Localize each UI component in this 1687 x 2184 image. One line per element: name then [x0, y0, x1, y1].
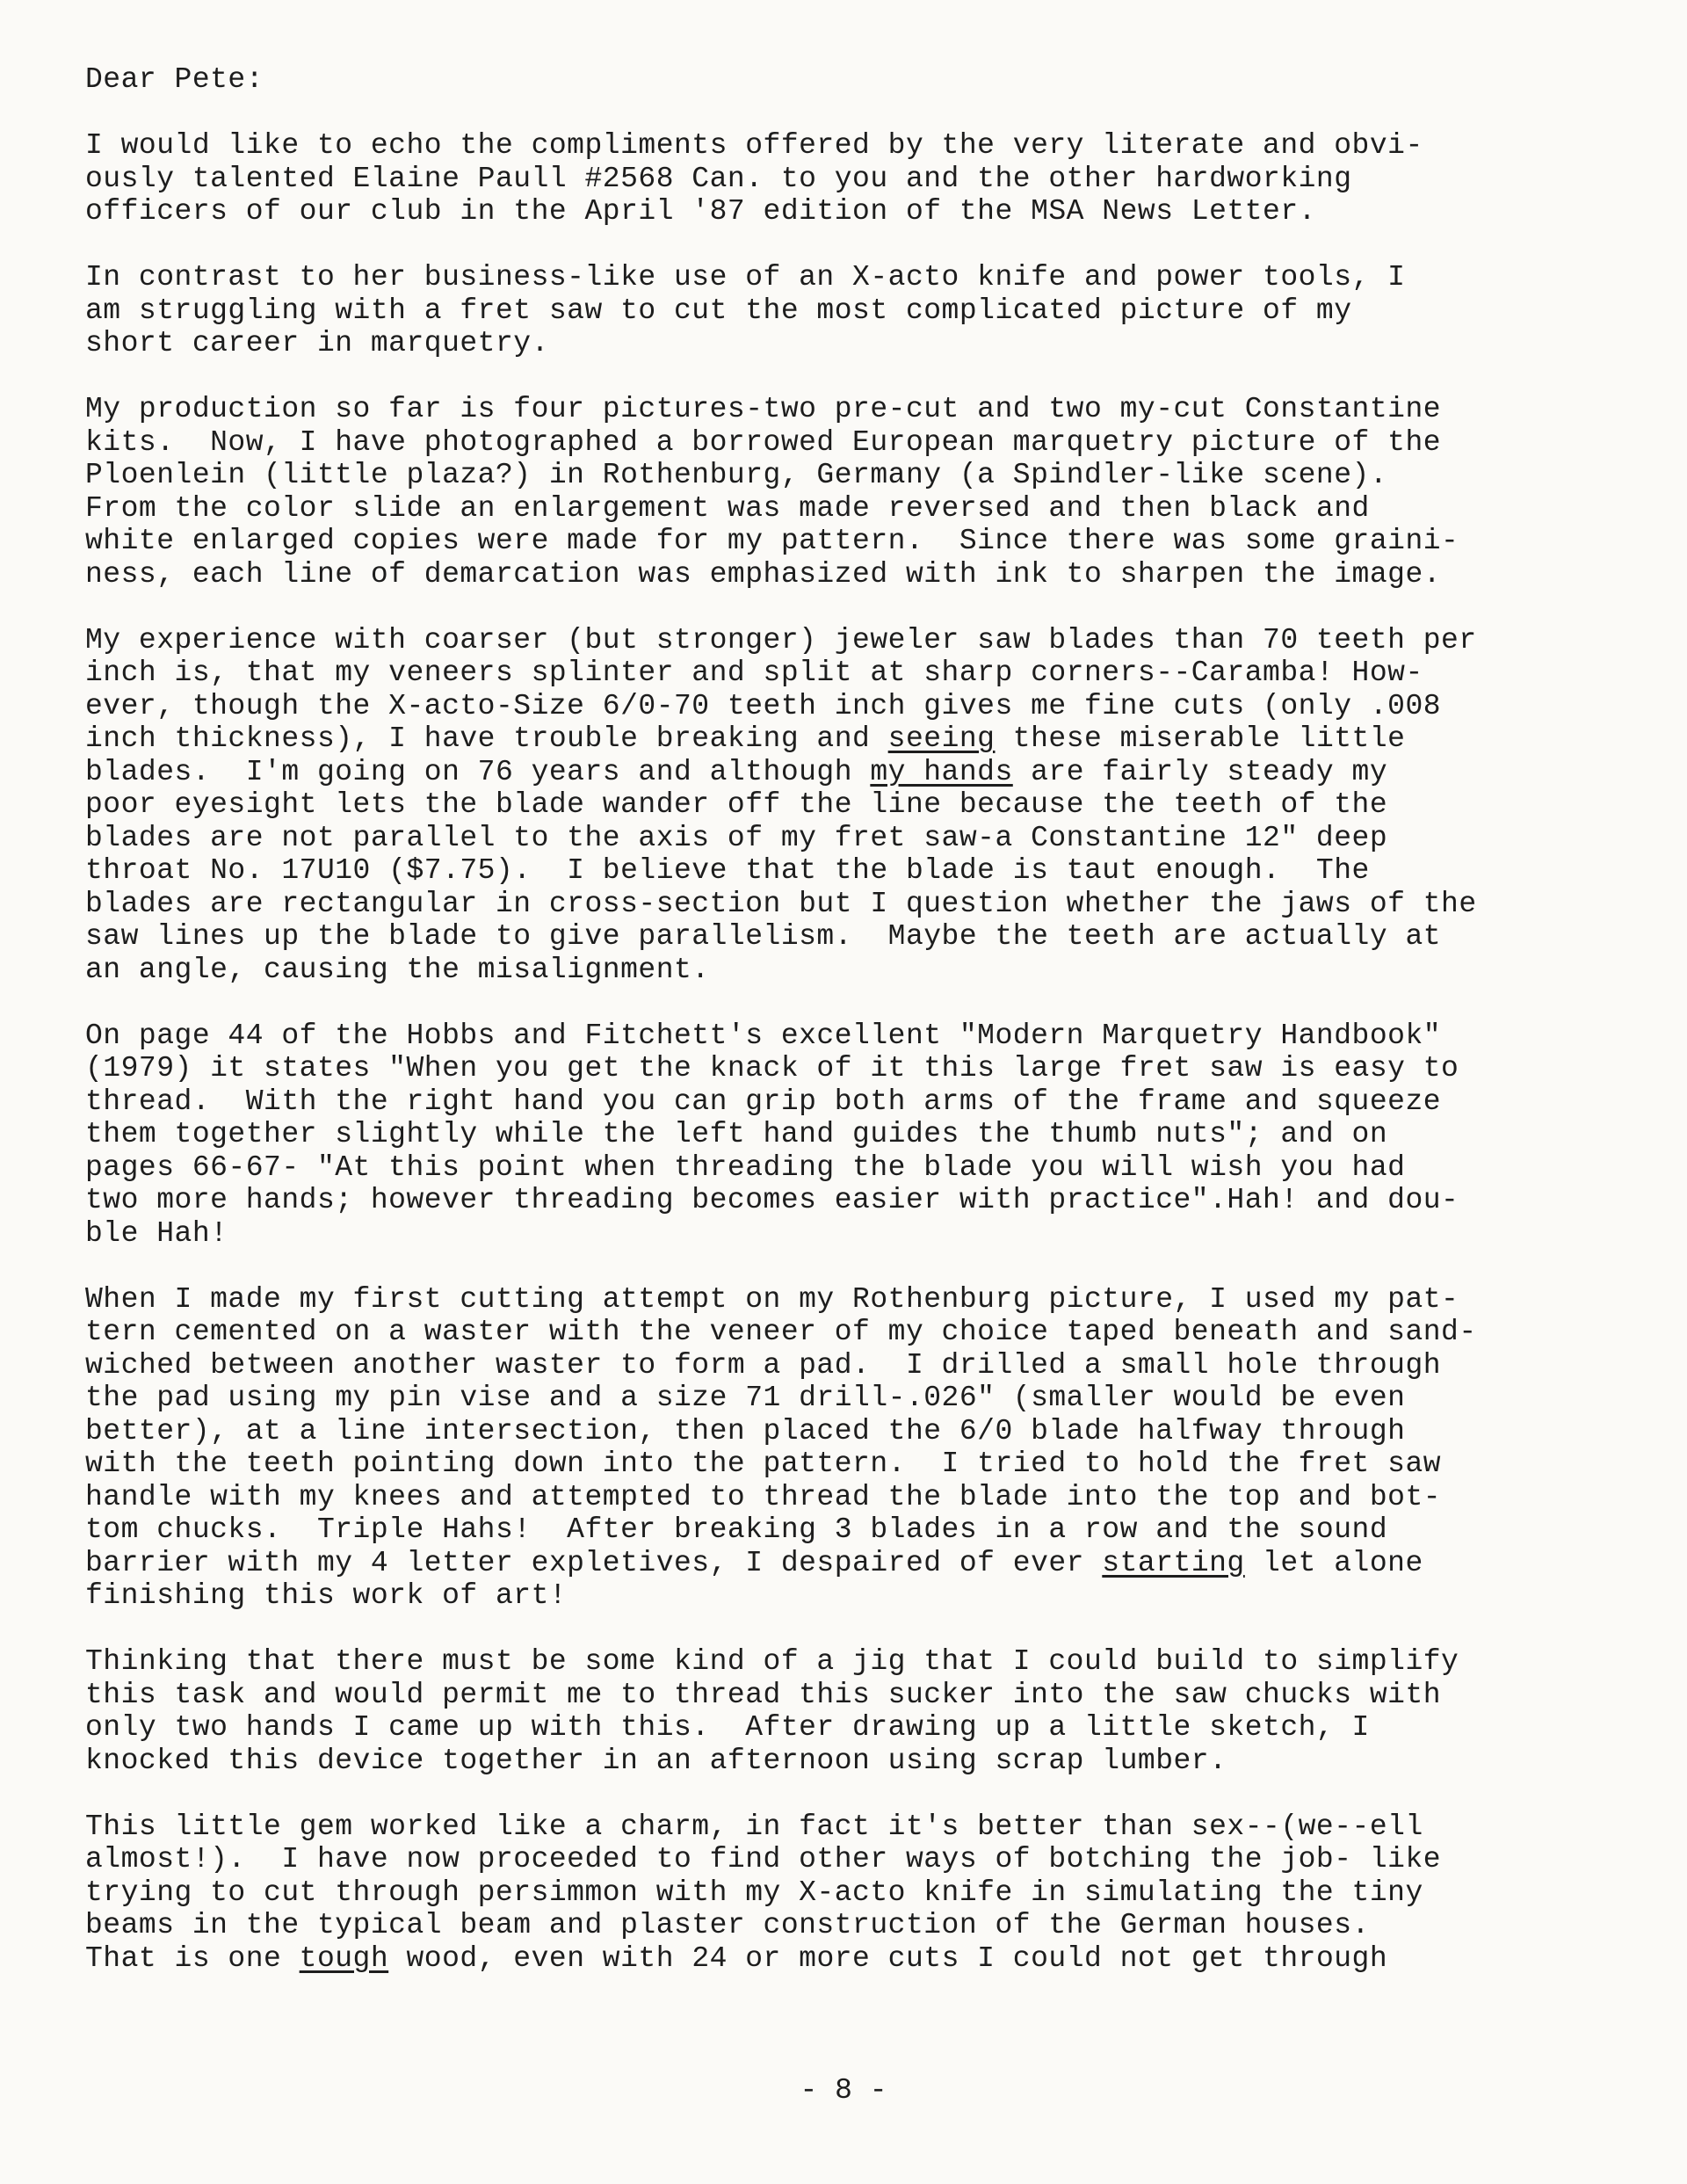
- text-line: From the color slide an enlargement was made reversed and then black and: [85, 491, 1370, 525]
- text-line: Thinking that there must be some kind of a jig that I could build to simplify: [85, 1645, 1459, 1678]
- paragraph-4: [85, 624, 1649, 987]
- text-segment: inch thickness), I have trouble breaking and: [85, 722, 888, 755]
- text-line: This little gem worked like a charm, in fact it's better than sex--(we--ell: [85, 1810, 1423, 1843]
- letter-body: [85, 63, 1649, 2008]
- text-line: almost!). I have now proceeded to find other ways of botching the job- like: [85, 1843, 1442, 1876]
- text-line: knocked this device together in an afternoon using scrap lumber.: [85, 1744, 1227, 1777]
- text-line: throat No. 17U10 ($7.75). I believe that the blade is taut enough. The: [85, 854, 1370, 887]
- text-line: finishing this work of art!: [85, 1579, 568, 1612]
- text-segment: barrier with my 4 letter expletives, I despaired of ever: [85, 1546, 1103, 1579]
- salutation-line: Dear Pete:: [85, 63, 264, 96]
- text-line: My experience with coarser (but stronger) jeweler saw blades than 70 teeth per: [85, 623, 1477, 657]
- text-line: On page 44 of the Hobbs and Fitchett's excellent "Modern Marquetry Handbook": [85, 1019, 1442, 1052]
- text-line: saw lines up the blade to give parallelism. Maybe the teeth are actually at: [85, 920, 1442, 953]
- text-line: inch is, that my veneers splinter and split at sharp corners--Caramba! How-: [85, 657, 1423, 689]
- text-line: When I made my first cutting attempt on my Rothenburg picture, I used my pat-: [85, 1282, 1459, 1316]
- paragraph-8: [85, 1810, 1649, 1976]
- text-line: In contrast to her business-like use of an X-acto knife and power tools, I: [85, 261, 1406, 294]
- text-line: handle with my knees and attempted to thread the blade into the top and bot-: [85, 1480, 1442, 1513]
- text-line: better), at a line intersection, then placed the 6/0 blade halfway through: [85, 1414, 1406, 1448]
- text-line: I would like to echo the compliments offered by the very literate and obvi-: [85, 129, 1423, 162]
- text-line: pages 66-67- "At this point when threading the blade you will wish you had: [85, 1150, 1406, 1184]
- paragraph-7: [85, 1645, 1649, 1777]
- text-line: thread. With the right hand you can grip both arms of the frame and squeeze: [85, 1085, 1442, 1118]
- text-line: [85, 722, 1649, 756]
- paragraph-3: [85, 393, 1649, 591]
- paragraph-2: [85, 261, 1649, 360]
- salutation: [85, 63, 1649, 97]
- text-line: ously talented Elaine Paull #2568 Can. to you and the other hardworking: [85, 162, 1352, 195]
- text-line: short career in marquetry.: [85, 327, 549, 359]
- text-line: two more hands; however threading becomes easier with practice".Hah! and dou-: [85, 1184, 1459, 1216]
- text-line: blades are not parallel to the axis of my fret saw-a Constantine 12" deep: [85, 821, 1388, 854]
- text-line: an angle, causing the misalignment.: [85, 953, 710, 986]
- text-segment: blades. I'm going on 76 years and although: [85, 755, 871, 788]
- text-line: My production so far is four pictures-two pre-cut and two my-cut Constantine: [85, 393, 1442, 425]
- text-line: poor eyesight lets the blade wander off the line because the teeth of the: [85, 788, 1388, 821]
- text-line: tom chucks. Triple Hahs! After breaking 3 blades in a row and the sound: [85, 1513, 1388, 1546]
- text-line: am struggling with a fret saw to cut the most complicated picture of my: [85, 294, 1352, 327]
- text-line: blades are rectangular in cross-section but I question whether the jaws of the: [85, 887, 1477, 920]
- text-line: beams in the typical beam and plaster construction of the German houses.: [85, 1909, 1370, 1941]
- paragraph-5: [85, 1019, 1649, 1251]
- paragraph-1: [85, 129, 1649, 229]
- text-line: white enlarged copies were made for my pattern. Since there was some graini-: [85, 525, 1459, 557]
- text-line: kits. Now, I have photographed a borrowed European marquetry picture of the: [85, 425, 1442, 459]
- text-line: ble Hah!: [85, 1216, 228, 1250]
- text-line: [85, 1942, 1649, 1976]
- page-number: - 8 -: [800, 2074, 887, 2107]
- text-line: officers of our club in the April '87 edition of the MSA News Letter.: [85, 195, 1316, 228]
- text-line: only two hands I came up with this. After drawing up a little sketch, I: [85, 1711, 1370, 1744]
- text-segment: That is one: [85, 1941, 300, 1975]
- underlined-word: seeing: [887, 722, 996, 755]
- text-line: tern cemented on a waster with the veneer of my choice taped beneath and sand-: [85, 1316, 1477, 1348]
- underlined-word: tough: [299, 1941, 389, 1975]
- text-line: them together slightly while the left hand guides the thumb nuts"; and on: [85, 1118, 1388, 1150]
- text-line: trying to cut through persimmon with my X-acto knife in simulating the tiny: [85, 1876, 1423, 1909]
- text-segment: wood, even with 24 or more cuts I could not get through: [388, 1941, 1388, 1975]
- text-line: [85, 1547, 1649, 1580]
- underlined-word: starting: [1102, 1546, 1245, 1579]
- text-segment: let alone: [1244, 1546, 1423, 1579]
- text-line: (1979) it states "When you get the knack of it this large fret saw is easy to: [85, 1052, 1459, 1085]
- text-line: with the teeth pointing down into the pattern. I tried to hold the fret saw: [85, 1448, 1442, 1480]
- text-line: wiched between another waster to form a pad. I drilled a small hole through: [85, 1348, 1442, 1382]
- text-line: [85, 756, 1649, 789]
- text-segment: are fairly steady my: [1012, 755, 1388, 788]
- paragraph-6: [85, 1283, 1649, 1613]
- text-line: this task and would permit me to thread this sucker into the saw chucks with: [85, 1678, 1442, 1711]
- underlined-word: my hands: [870, 755, 1013, 788]
- text-line: ever, though the X-acto-Size 6/0-70 teeth inch gives me fine cuts (only .008: [85, 689, 1442, 722]
- text-line: ness, each line of demarcation was emphasized with ink to sharpen the image.: [85, 557, 1442, 591]
- text-line: Ploenlein (little plaza?) in Rothenburg, Germany (a Spindler-like scene).: [85, 459, 1388, 491]
- text-segment: these miserable little: [995, 722, 1406, 755]
- text-line: the pad using my pin vise and a size 71 drill-.026" (smaller would be even: [85, 1382, 1406, 1414]
